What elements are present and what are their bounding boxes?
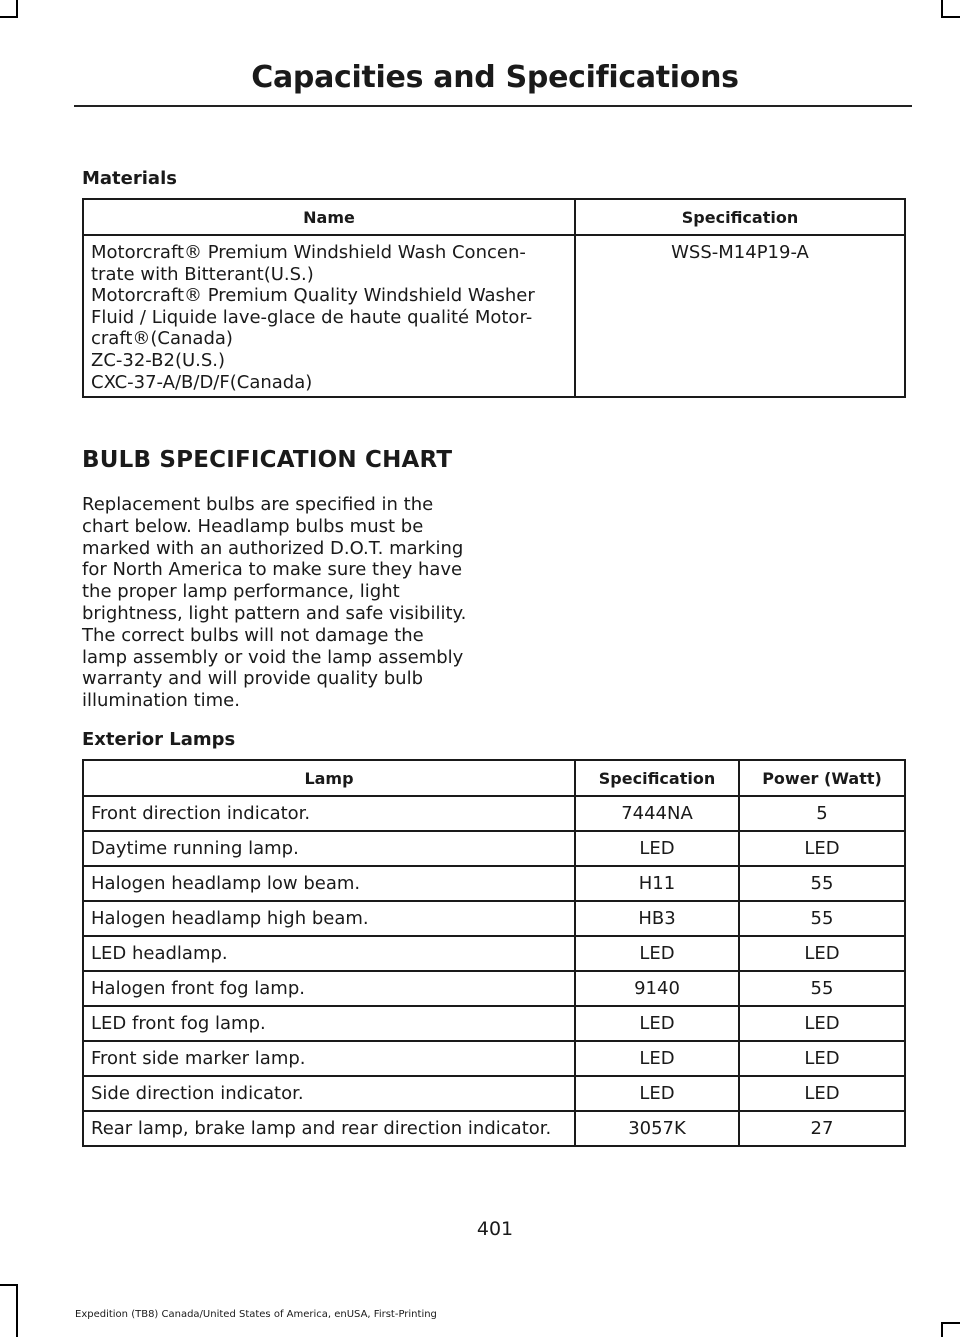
- lamp-cell: LED front fog lamp.: [83, 1006, 575, 1041]
- specification-cell: 7444NA: [575, 796, 739, 831]
- table-header-row: [83, 760, 905, 796]
- specification-cell: LED: [575, 1076, 739, 1111]
- intro-line: The correct bulbs will not damage the: [82, 624, 424, 646]
- crop-mark: [942, 16, 960, 18]
- crop-mark: [0, 1284, 18, 1286]
- table-row: [83, 1076, 905, 1111]
- specification-cell: LED: [575, 831, 739, 866]
- material-specification-cell: WSS-M14P19-A: [575, 235, 905, 397]
- column-header-power: Power (Watt): [739, 760, 905, 796]
- page-number: 401: [476, 1218, 514, 1240]
- crop-mark: [16, 1284, 18, 1337]
- table-row: [83, 901, 905, 936]
- column-header-specification: Specification: [575, 760, 739, 796]
- crop-mark: [0, 16, 18, 18]
- specification-cell: H11: [575, 866, 739, 901]
- lamp-cell: Front direction indicator.: [83, 796, 575, 831]
- intro-line: chart below. Headlamp bulbs must be: [82, 515, 424, 537]
- column-header-lamp: Lamp: [83, 760, 575, 796]
- power-cell: LED: [739, 1006, 905, 1041]
- table-row: [83, 1006, 905, 1041]
- table-row: [83, 1111, 905, 1146]
- specification-cell: LED: [575, 1041, 739, 1076]
- specification-cell: LED: [575, 936, 739, 971]
- intro-line: the proper lamp performance, light: [82, 581, 400, 603]
- bulb-chart-intro: [82, 494, 482, 712]
- page-title: Capacities and Specifications: [251, 60, 739, 95]
- lamp-cell: Side direction indicator.: [83, 1076, 575, 1111]
- material-name-line: Motorcraft® Premium Windshield Wash Concen-: [91, 242, 526, 263]
- intro-line: brightness, light pattern and safe visibility.: [82, 602, 467, 624]
- intro-line: lamp assembly or void the lamp assembly: [82, 646, 464, 668]
- specification-cell: HB3: [575, 901, 739, 936]
- power-cell: 27: [739, 1111, 905, 1146]
- intro-line: warranty and will provide quality bulb: [82, 668, 424, 690]
- material-name-line: CXC-37-A/B/D/F(Canada): [91, 371, 313, 393]
- table-row: [83, 971, 905, 1006]
- bulb-chart-heading: BULB SPECIFICATION CHART: [82, 447, 453, 473]
- lamp-cell: Daytime running lamp.: [83, 831, 575, 866]
- material-name-cell: [83, 235, 575, 397]
- column-header-name: Name: [83, 199, 575, 235]
- power-cell: 55: [739, 971, 905, 1006]
- materials-table: [82, 198, 906, 398]
- exterior-lamps-heading: Exterior Lamps: [82, 729, 236, 750]
- power-cell: LED: [739, 936, 905, 971]
- crop-mark: [941, 1322, 943, 1337]
- power-cell: LED: [739, 1041, 905, 1076]
- power-cell: 5: [739, 796, 905, 831]
- table-header-row: [83, 199, 905, 235]
- power-cell: 55: [739, 901, 905, 936]
- lamp-cell: Halogen headlamp high beam.: [83, 901, 575, 936]
- specification-cell: LED: [575, 1006, 739, 1041]
- intro-line: illumination time.: [82, 690, 240, 712]
- intro-line: for North America to make sure they have: [82, 559, 463, 581]
- material-name-line: Fluid / Liquide lave-glace de haute qualité Motor-: [91, 306, 533, 328]
- lamp-cell: Rear lamp, brake lamp and rear direction indicator.: [83, 1111, 575, 1146]
- header-divider: [74, 105, 912, 107]
- power-cell: LED: [739, 1076, 905, 1111]
- materials-heading: Materials: [82, 168, 177, 189]
- intro-line: marked with an authorized D.O.T. marking: [82, 537, 464, 559]
- lamp-cell: Halogen front fog lamp.: [83, 971, 575, 1006]
- table-row: [83, 831, 905, 866]
- specification-cell: 3057K: [575, 1111, 739, 1146]
- crop-mark: [942, 1322, 960, 1324]
- specification-cell: 9140: [575, 971, 739, 1006]
- table-row: [83, 936, 905, 971]
- material-name-line: craft®(Canada): [91, 328, 233, 350]
- table-row: [83, 1041, 905, 1076]
- power-cell: LED: [739, 831, 905, 866]
- power-cell: 55: [739, 866, 905, 901]
- material-name-line: ZC-32-B2(U.S.): [91, 349, 226, 371]
- lamp-cell: Halogen headlamp low beam.: [83, 866, 575, 901]
- column-header-specification: Specification: [575, 199, 905, 235]
- exterior-lamps-table: [82, 759, 906, 1147]
- lamp-cell: Front side marker lamp.: [83, 1041, 575, 1076]
- material-name-line: Motorcraft® Premium Quality Windshield Washer: [91, 285, 535, 307]
- table-row: [83, 796, 905, 831]
- table-row: [83, 866, 905, 901]
- material-name-line: trate with Bitterant(U.S.): [91, 263, 314, 285]
- intro-line: Replacement bulbs are specified in the: [82, 494, 434, 515]
- table-row: [83, 235, 905, 397]
- document-footer: Expedition (TB8) Canada/United States of America, enUSA, First-Printing: [75, 1309, 437, 1320]
- lamp-cell: LED headlamp.: [83, 936, 575, 971]
